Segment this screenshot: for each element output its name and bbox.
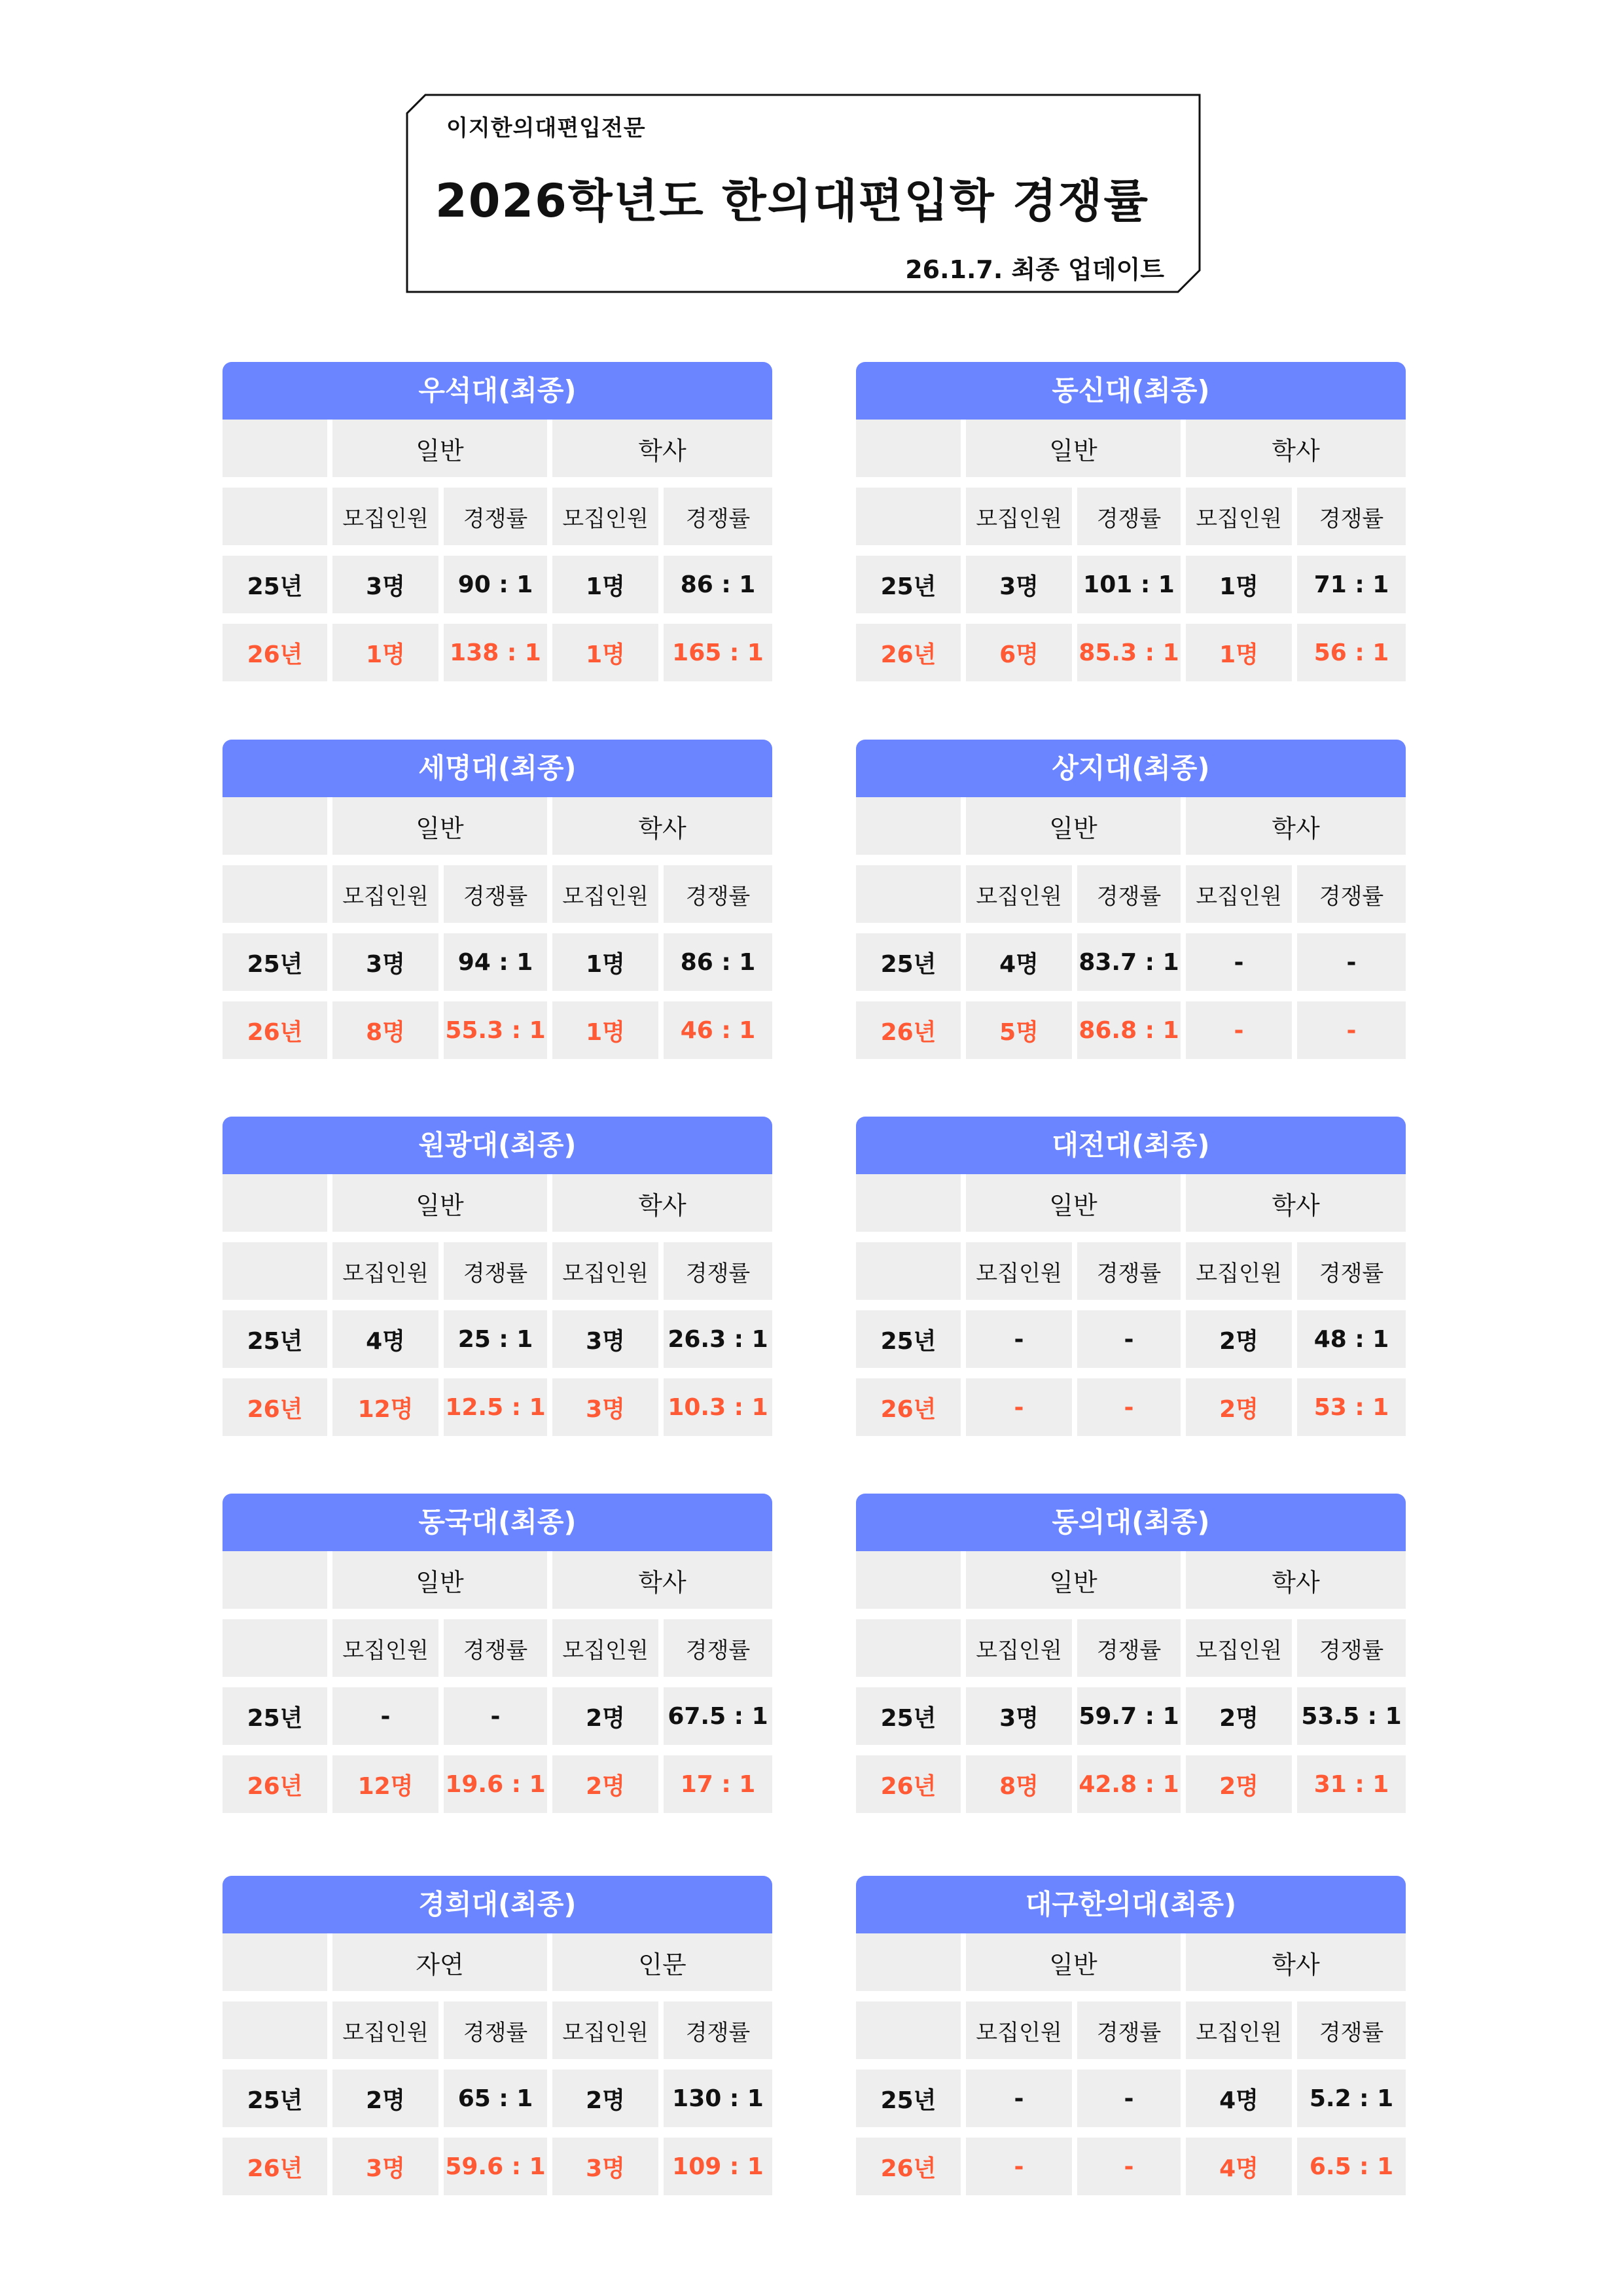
rate-value: 25 : 1	[444, 1310, 547, 1368]
year-row-25	[223, 1310, 772, 1368]
year-row-26	[856, 1001, 1406, 1059]
rate-value: -	[1297, 933, 1406, 991]
year-row-25	[223, 2070, 772, 2127]
group-header-row	[856, 420, 1406, 477]
empty-cell	[856, 1933, 961, 1991]
group-header-row	[856, 1551, 1406, 1609]
quota-value: 3명	[552, 1310, 658, 1368]
year-row-26	[223, 1001, 772, 1059]
card-title: 세명대(최종)	[223, 740, 772, 797]
card-title: 동의대(최종)	[856, 1494, 1406, 1551]
rate-value: 53.5 : 1	[1297, 1687, 1406, 1745]
quota-value: 2명	[332, 2070, 438, 2127]
rate-header: 경쟁률	[664, 488, 772, 545]
quota-value: 3명	[332, 2138, 438, 2195]
empty-cell	[223, 1174, 327, 1232]
year-row-26	[856, 2138, 1406, 2195]
empty-cell	[223, 1933, 327, 1991]
rate-header: 경쟁률	[664, 865, 772, 923]
rate-value: -	[1077, 1310, 1181, 1368]
rate-value: 46 : 1	[664, 1001, 772, 1059]
group-label: 학사	[552, 420, 772, 477]
rate-value: 65 : 1	[444, 2070, 547, 2127]
group-label: 학사	[552, 1551, 772, 1609]
empty-cell	[856, 1242, 961, 1300]
year-row-26	[223, 1378, 772, 1436]
rate-value: 86.8 : 1	[1077, 1001, 1181, 1059]
card-title: 원광대(최종)	[223, 1117, 772, 1174]
quota-value: 8명	[332, 1001, 438, 1059]
group-label: 일반	[332, 420, 547, 477]
quota-value: 2명	[552, 1755, 658, 1813]
empty-cell	[856, 488, 961, 545]
card-title: 상지대(최종)	[856, 740, 1406, 797]
brand-label: 이지한의대편입전문	[446, 115, 646, 141]
quota-value: 2명	[552, 2070, 658, 2127]
quota-value: -	[1186, 933, 1292, 991]
year-row-26	[223, 2138, 772, 2195]
university-card	[223, 1117, 772, 1436]
quota-header: 모집인원	[1186, 1619, 1292, 1677]
year-label: 25년	[223, 1687, 327, 1745]
quota-header: 모집인원	[1186, 2001, 1292, 2059]
rate-value: 67.5 : 1	[664, 1687, 772, 1745]
quota-header: 모집인원	[332, 1619, 438, 1677]
quota-value: 1명	[552, 933, 658, 991]
year-label: 25년	[223, 556, 327, 613]
rate-value: 5.2 : 1	[1297, 2070, 1406, 2127]
empty-cell	[856, 797, 961, 855]
group-label: 자연	[332, 1933, 547, 1991]
empty-cell	[856, 2001, 961, 2059]
quota-header: 모집인원	[552, 2001, 658, 2059]
year-row-26	[223, 1755, 772, 1813]
rate-value: 17 : 1	[664, 1755, 772, 1813]
university-card	[856, 1494, 1406, 1813]
group-label: 일반	[332, 797, 547, 855]
subheader-row	[856, 1619, 1406, 1677]
group-header-row	[223, 1174, 772, 1232]
group-label: 일반	[966, 797, 1181, 855]
university-card	[856, 1876, 1406, 2195]
quota-value: 3명	[552, 1378, 658, 1436]
rate-header: 경쟁률	[1077, 1242, 1181, 1300]
quota-value: 1명	[552, 624, 658, 681]
group-header-row	[223, 1551, 772, 1609]
rate-value: 85.3 : 1	[1077, 624, 1181, 681]
subheader-row	[856, 488, 1406, 545]
year-label: 26년	[856, 1001, 961, 1059]
quota-value: 2명	[552, 1687, 658, 1745]
rate-value: 56 : 1	[1297, 624, 1406, 681]
rate-header: 경쟁률	[1297, 865, 1406, 923]
quota-header: 모집인원	[552, 488, 658, 545]
quota-value: -	[966, 2070, 1072, 2127]
update-date: 26.1.7. 최종 업데이트	[905, 255, 1164, 284]
year-row-26	[856, 1378, 1406, 1436]
rate-value: 71 : 1	[1297, 556, 1406, 613]
group-label: 학사	[1186, 1933, 1406, 1991]
rate-header: 경쟁률	[664, 1242, 772, 1300]
rate-header: 경쟁률	[1077, 865, 1181, 923]
subheader-row	[223, 1619, 772, 1677]
rate-value: 10.3 : 1	[664, 1378, 772, 1436]
rate-value: 55.3 : 1	[444, 1001, 547, 1059]
rate-value: -	[1077, 2138, 1181, 2195]
quota-header: 모집인원	[966, 1242, 1072, 1300]
quota-value: 4명	[1186, 2070, 1292, 2127]
quota-header: 모집인원	[1186, 488, 1292, 545]
rate-value: 12.5 : 1	[444, 1378, 547, 1436]
rate-header: 경쟁률	[1297, 2001, 1406, 2059]
rate-value: 48 : 1	[1297, 1310, 1406, 1368]
rate-value: 101 : 1	[1077, 556, 1181, 613]
empty-cell	[223, 797, 327, 855]
rate-value: 138 : 1	[444, 624, 547, 681]
rate-value: 26.3 : 1	[664, 1310, 772, 1368]
quota-value: -	[966, 1310, 1072, 1368]
year-row-26	[856, 1755, 1406, 1813]
rate-value: 86 : 1	[664, 933, 772, 991]
quota-value: -	[1186, 1001, 1292, 1059]
group-label: 일반	[966, 1551, 1181, 1609]
quota-value: 2명	[1186, 1755, 1292, 1813]
group-header-row	[223, 420, 772, 477]
rate-header: 경쟁률	[1077, 1619, 1181, 1677]
rate-value: -	[444, 1687, 547, 1745]
year-label: 25년	[856, 556, 961, 613]
year-label: 26년	[223, 624, 327, 681]
group-label: 학사	[1186, 420, 1406, 477]
quota-value: 2명	[1186, 1687, 1292, 1745]
year-row-25	[856, 556, 1406, 613]
empty-cell	[223, 2001, 327, 2059]
quota-value: 8명	[966, 1755, 1072, 1813]
quota-header: 모집인원	[332, 865, 438, 923]
quota-value: 3명	[966, 1687, 1072, 1745]
group-label: 학사	[1186, 1174, 1406, 1232]
subheader-row	[856, 1242, 1406, 1300]
quota-value: 5명	[966, 1001, 1072, 1059]
quota-value: 12명	[332, 1378, 438, 1436]
year-row-25	[856, 1687, 1406, 1745]
year-label: 26년	[856, 1378, 961, 1436]
quota-header: 모집인원	[552, 865, 658, 923]
quota-header: 모집인원	[966, 488, 1072, 545]
rate-value: -	[1297, 1001, 1406, 1059]
rate-header: 경쟁률	[1297, 488, 1406, 545]
year-label: 25년	[223, 2070, 327, 2127]
quota-header: 모집인원	[966, 865, 1072, 923]
university-card	[856, 740, 1406, 1059]
quota-value: 3명	[552, 2138, 658, 2195]
rate-header: 경쟁률	[1297, 1242, 1406, 1300]
group-label: 인문	[552, 1933, 772, 1991]
quota-value: 2명	[1186, 1310, 1292, 1368]
year-row-26	[223, 624, 772, 681]
rate-value: 53 : 1	[1297, 1378, 1406, 1436]
group-label: 학사	[552, 797, 772, 855]
quota-header: 모집인원	[966, 1619, 1072, 1677]
group-header-row	[856, 797, 1406, 855]
group-label: 일반	[332, 1551, 547, 1609]
year-label: 26년	[856, 624, 961, 681]
quota-header: 모집인원	[552, 1242, 658, 1300]
quota-header: 모집인원	[332, 488, 438, 545]
rate-header: 경쟁률	[664, 1619, 772, 1677]
empty-cell	[223, 865, 327, 923]
rate-header: 경쟁률	[444, 2001, 547, 2059]
quota-header: 모집인원	[966, 2001, 1072, 2059]
year-label: 25년	[856, 933, 961, 991]
year-label: 25년	[223, 933, 327, 991]
year-row-25	[223, 1687, 772, 1745]
rate-value: 130 : 1	[664, 2070, 772, 2127]
group-label: 일반	[966, 1933, 1181, 1991]
year-label: 25년	[856, 2070, 961, 2127]
rate-value: 94 : 1	[444, 933, 547, 991]
rate-value: 83.7 : 1	[1077, 933, 1181, 991]
university-card	[223, 1494, 772, 1813]
year-row-25	[856, 1310, 1406, 1368]
rate-value: -	[1077, 1378, 1181, 1436]
subheader-row	[856, 2001, 1406, 2059]
rate-value: 59.7 : 1	[1077, 1687, 1181, 1745]
quota-value: 4명	[1186, 2138, 1292, 2195]
subheader-row	[223, 2001, 772, 2059]
quota-value: 1명	[1186, 556, 1292, 613]
quota-header: 모집인원	[552, 1619, 658, 1677]
rate-header: 경쟁률	[1077, 488, 1181, 545]
quota-header: 모집인원	[332, 1242, 438, 1300]
rate-header: 경쟁률	[1297, 1619, 1406, 1677]
quota-value: -	[966, 1378, 1072, 1436]
quota-value: 3명	[332, 933, 438, 991]
group-label: 일반	[966, 420, 1181, 477]
rate-value: 42.8 : 1	[1077, 1755, 1181, 1813]
rate-header: 경쟁률	[444, 1242, 547, 1300]
rate-value: 59.6 : 1	[444, 2138, 547, 2195]
empty-cell	[223, 420, 327, 477]
card-title: 대구한의대(최종)	[856, 1876, 1406, 1933]
group-header-row	[856, 1933, 1406, 1991]
rate-header: 경쟁률	[444, 865, 547, 923]
card-title: 대전대(최종)	[856, 1117, 1406, 1174]
university-card	[856, 362, 1406, 681]
quota-value: 2명	[1186, 1378, 1292, 1436]
year-row-25	[856, 2070, 1406, 2127]
quota-header: 모집인원	[1186, 1242, 1292, 1300]
card-title: 동국대(최종)	[223, 1494, 772, 1551]
rate-header: 경쟁률	[1077, 2001, 1181, 2059]
empty-cell	[856, 865, 961, 923]
subheader-row	[223, 488, 772, 545]
year-label: 26년	[223, 1378, 327, 1436]
quota-header: 모집인원	[332, 2001, 438, 2059]
university-card	[856, 1117, 1406, 1436]
rate-header: 경쟁률	[664, 2001, 772, 2059]
quota-value: 1명	[552, 1001, 658, 1059]
empty-cell	[223, 1619, 327, 1677]
card-title: 경희대(최종)	[223, 1876, 772, 1933]
university-card	[223, 362, 772, 681]
rate-value: 86 : 1	[664, 556, 772, 613]
year-label: 26년	[223, 2138, 327, 2195]
year-row-25	[223, 933, 772, 991]
card-title: 동신대(최종)	[856, 362, 1406, 420]
rate-value: 165 : 1	[664, 624, 772, 681]
quota-header: 모집인원	[1186, 865, 1292, 923]
rate-header: 경쟁률	[444, 488, 547, 545]
empty-cell	[856, 1174, 961, 1232]
year-row-25	[223, 556, 772, 613]
quota-value: 4명	[332, 1310, 438, 1368]
rate-value: 109 : 1	[664, 2138, 772, 2195]
rate-value: 6.5 : 1	[1297, 2138, 1406, 2195]
group-label: 학사	[552, 1174, 772, 1232]
year-row-26	[856, 624, 1406, 681]
rate-value: 19.6 : 1	[444, 1755, 547, 1813]
quota-value: 4명	[966, 933, 1072, 991]
rate-value: 90 : 1	[444, 556, 547, 613]
quota-value: 1명	[1186, 624, 1292, 681]
quota-value: 3명	[966, 556, 1072, 613]
subheader-row	[223, 865, 772, 923]
page-title: 2026학년도 한의대편입학 경쟁률	[435, 174, 1150, 228]
empty-cell	[856, 1619, 961, 1677]
university-card	[223, 1876, 772, 2195]
group-label: 일반	[966, 1174, 1181, 1232]
empty-cell	[223, 1551, 327, 1609]
year-row-25	[856, 933, 1406, 991]
empty-cell	[856, 1551, 961, 1609]
year-label: 25년	[223, 1310, 327, 1368]
quota-value: 1명	[552, 556, 658, 613]
year-label: 26년	[856, 1755, 961, 1813]
group-header-row	[223, 797, 772, 855]
year-label: 25년	[856, 1687, 961, 1745]
empty-cell	[223, 1242, 327, 1300]
year-label: 26년	[223, 1001, 327, 1059]
subheader-row	[856, 865, 1406, 923]
quota-value: 6명	[966, 624, 1072, 681]
header-box	[406, 94, 1201, 293]
year-label: 26년	[223, 1755, 327, 1813]
group-label: 일반	[332, 1174, 547, 1232]
subheader-row	[223, 1242, 772, 1300]
rate-value: -	[1077, 2070, 1181, 2127]
group-label: 학사	[1186, 1551, 1406, 1609]
group-header-row	[223, 1933, 772, 1991]
group-header-row	[856, 1174, 1406, 1232]
university-card	[223, 740, 772, 1059]
year-label: 25년	[856, 1310, 961, 1368]
rate-header: 경쟁률	[444, 1619, 547, 1677]
rate-value: 31 : 1	[1297, 1755, 1406, 1813]
group-label: 학사	[1186, 797, 1406, 855]
quota-value: 3명	[332, 556, 438, 613]
quota-value: -	[332, 1687, 438, 1745]
empty-cell	[223, 488, 327, 545]
empty-cell	[856, 420, 961, 477]
quota-value: 1명	[332, 624, 438, 681]
quota-value: 12명	[332, 1755, 438, 1813]
year-label: 26년	[856, 2138, 961, 2195]
card-title: 우석대(최종)	[223, 362, 772, 420]
quota-value: -	[966, 2138, 1072, 2195]
